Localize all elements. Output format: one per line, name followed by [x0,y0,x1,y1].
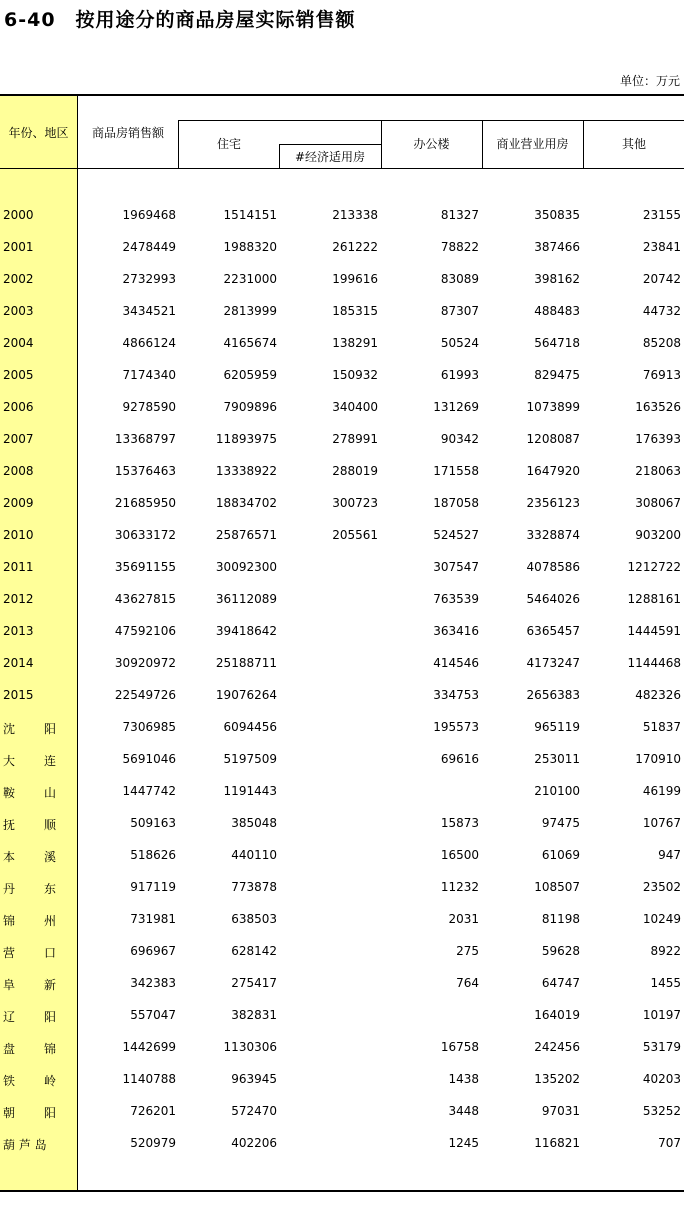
cell-other: 23502 [642,880,681,894]
table-row [0,872,684,904]
cell-other: 20742 [642,272,681,286]
cell-office: 50524 [440,336,479,350]
cell-total: 731981 [130,912,176,926]
row-label-last-char: 山 [44,786,57,800]
cell-commercial: 564718 [534,336,580,350]
cell-office: 90342 [440,432,479,446]
cell-commercial: 2356123 [526,496,580,510]
cell-other: 10197 [642,1008,681,1022]
cell-office: 16758 [440,1040,479,1054]
cell-total: 15376463 [114,464,176,478]
row-label-first-char: 抚 [3,818,16,832]
cell-other: 1144468 [627,656,681,670]
cell-office: 61993 [440,368,479,382]
cell-total: 7174340 [122,368,176,382]
table-row [0,776,684,808]
row-label: 2010 [3,528,34,542]
cell-commercial: 387466 [534,240,580,254]
cell-other: 53252 [642,1104,681,1118]
cell-affordable: 199616 [332,272,378,286]
cell-office: 764 [456,976,479,990]
cell-residential: 382831 [231,1008,277,1022]
row-label-last-char: 阳 [44,1010,57,1024]
row-label-last-char: 锦 [44,1042,57,1056]
row-label: 2000 [3,208,34,222]
cell-commercial: 5464026 [526,592,580,606]
cell-commercial: 97031 [541,1104,580,1118]
cell-office: 187058 [433,496,479,510]
table-row [0,392,684,424]
cell-residential: 440110 [231,848,277,862]
cell-total: 22549726 [114,688,176,702]
row-label: 2007 [3,432,34,446]
row-label-last-char: 连 [44,754,57,768]
cell-affordable: 278991 [332,432,378,446]
cell-residential: 39418642 [215,624,277,638]
cell-commercial: 1073899 [526,400,580,414]
table-row [0,264,684,296]
cell-total: 21685950 [114,496,176,510]
cell-residential: 1191443 [223,784,277,798]
cell-commercial: 3328874 [526,528,580,542]
cell-residential: 1130306 [223,1040,277,1054]
cell-residential: 385048 [231,816,277,830]
cell-other: 482326 [635,688,681,702]
row-label-last-char: 口 [44,946,57,960]
header-commercial: 商业营业用房 [496,136,569,151]
header-divider [381,120,684,121]
cell-residential: 36112089 [215,592,277,606]
table-row [0,904,684,936]
cell-residential: 7909896 [223,400,277,414]
cell-residential: 963945 [231,1072,277,1086]
cell-other: 1288161 [627,592,681,606]
cell-residential: 11893975 [215,432,277,446]
cell-other: 308067 [635,496,681,510]
table-row [0,360,684,392]
cell-other: 76913 [642,368,681,382]
cell-commercial: 64747 [541,976,580,990]
row-label-first-char: 本 [3,850,16,864]
cell-total: 917119 [130,880,176,894]
cell-residential: 2813999 [223,304,277,318]
cell-office: 307547 [433,560,479,574]
table-row [0,1064,684,1096]
cell-other: 947 [658,848,681,862]
cell-commercial: 2656383 [526,688,580,702]
cell-office: 3448 [448,1104,479,1118]
cell-total: 557047 [130,1008,176,1022]
cell-affordable: 185315 [332,304,378,318]
cell-total: 1442699 [122,1040,176,1054]
cell-residential: 30092300 [215,560,277,574]
table-row [0,936,684,968]
cell-office: 1438 [448,1072,479,1086]
cell-office: 275 [456,944,479,958]
table-row [0,840,684,872]
table-header [0,96,684,168]
cell-office: 83089 [440,272,479,286]
table-row [0,424,684,456]
row-label: 2005 [3,368,34,382]
row-label-first-char: 丹 [3,882,16,896]
cell-residential: 1988320 [223,240,277,254]
cell-other: 1455 [650,976,681,990]
cell-affordable: 205561 [332,528,378,542]
cell-residential: 572470 [231,1104,277,1118]
row-label-last-char: 新 [44,978,57,992]
cell-commercial: 242456 [534,1040,580,1054]
cell-other: 40203 [642,1072,681,1086]
cell-residential: 275417 [231,976,277,990]
row-label: 2013 [3,624,34,638]
cell-office: 11232 [440,880,479,894]
cell-other: 51837 [642,720,681,734]
header-total: 商品房销售额 [91,125,164,140]
cell-other: 23155 [642,208,681,222]
cell-total: 1447742 [122,784,176,798]
row-label-first-char: 铁 [3,1074,16,1088]
cell-office: 195573 [433,720,479,734]
cell-office: 87307 [440,304,479,318]
cell-affordable: 300723 [332,496,378,510]
cell-total: 35691155 [114,560,176,574]
cell-other: 218063 [635,464,681,478]
cell-residential: 19076264 [215,688,277,702]
row-label-first-char: 鞍 [3,786,16,800]
cell-residential: 18834702 [215,496,277,510]
cell-total: 30920972 [114,656,176,670]
row-label-first-char: 大 [3,754,16,768]
cell-commercial: 108507 [534,880,580,894]
row-label-first-char: 盘 [3,1042,16,1056]
table-row [0,296,684,328]
row-label: 2002 [3,272,34,286]
table-row [0,520,684,552]
cell-affordable: 261222 [332,240,378,254]
cell-office: 334753 [433,688,479,702]
row-label: 2012 [3,592,34,606]
cell-total: 30633172 [114,528,176,542]
cell-total: 7306985 [122,720,176,734]
cell-office: 363416 [433,624,479,638]
cell-other: 1444591 [627,624,681,638]
cell-affordable: 340400 [332,400,378,414]
cell-commercial: 116821 [534,1136,580,1150]
cell-affordable: 213338 [332,208,378,222]
table-row [0,616,684,648]
row-label-first-char: 营 [3,946,16,960]
cell-other: 85208 [642,336,681,350]
cell-commercial: 488483 [534,304,580,318]
cell-total: 9278590 [122,400,176,414]
cell-office: 78822 [440,240,479,254]
table-row [0,712,684,744]
table-row [0,1096,684,1128]
cell-total: 726201 [130,1104,176,1118]
row-label: 2014 [3,656,34,670]
row-label: 葫 芦 岛 [3,1138,47,1152]
cell-other: 10249 [642,912,681,926]
cell-other: 8922 [650,944,681,958]
cell-other: 53179 [642,1040,681,1054]
table-row [0,552,684,584]
cell-commercial: 350835 [534,208,580,222]
row-label: 2011 [3,560,34,574]
cell-residential: 5197509 [223,752,277,766]
cell-office: 16500 [440,848,479,862]
cell-other: 903200 [635,528,681,542]
header-divider [178,120,381,121]
row-label: 2015 [3,688,34,702]
cell-commercial: 210100 [534,784,580,798]
cell-commercial: 6365457 [526,624,580,638]
cell-affordable: 288019 [332,464,378,478]
row-label: 2003 [3,304,34,318]
cell-other: 23841 [642,240,681,254]
cell-residential: 2231000 [223,272,277,286]
cell-other: 176393 [635,432,681,446]
table-row [0,1032,684,1064]
table-row [0,488,684,520]
cell-total: 696967 [130,944,176,958]
row-label: 2008 [3,464,34,478]
cell-commercial: 4173247 [526,656,580,670]
header-other: 其他 [621,136,646,151]
header-rule [0,168,684,169]
row-label: 2001 [3,240,34,254]
cell-other: 1212722 [627,560,681,574]
cell-other: 46199 [642,784,681,798]
table-row [0,232,684,264]
cell-residential: 25188711 [215,656,277,670]
cell-commercial: 253011 [534,752,580,766]
cell-affordable: 150932 [332,368,378,382]
table-row [0,808,684,840]
cell-total: 43627815 [114,592,176,606]
cell-residential: 773878 [231,880,277,894]
cell-other: 707 [658,1136,681,1150]
header-region: 年份、地区 [8,125,69,140]
cell-commercial: 81198 [541,912,580,926]
row-label-last-char: 阳 [44,1106,57,1120]
cell-commercial: 4078586 [526,560,580,574]
cell-commercial: 135202 [534,1072,580,1086]
cell-residential: 13338922 [215,464,277,478]
page-title: 6-40 按用途分的商品房屋实际销售额 [4,9,356,31]
table-row [0,328,684,360]
cell-office: 414546 [433,656,479,670]
row-label-last-char: 阳 [44,722,57,736]
cell-office: 1245 [448,1136,479,1150]
table-row [0,968,684,1000]
row-label-first-char: 锦 [3,914,16,928]
cell-residential: 4165674 [223,336,277,350]
cell-other: 44732 [642,304,681,318]
cell-total: 3434521 [122,304,176,318]
table-row [0,648,684,680]
cell-other: 10767 [642,816,681,830]
row-label-last-char: 州 [44,914,57,928]
cell-commercial: 398162 [534,272,580,286]
cell-affordable: 138291 [332,336,378,350]
cell-total: 342383 [130,976,176,990]
cell-commercial: 59628 [541,944,580,958]
cell-total: 520979 [130,1136,176,1150]
cell-residential: 25876571 [215,528,277,542]
row-label-first-char: 辽 [3,1010,16,1024]
cell-residential: 638503 [231,912,277,926]
cell-commercial: 97475 [541,816,580,830]
cell-office: 171558 [433,464,479,478]
cell-commercial: 965119 [534,720,580,734]
cell-commercial: 829475 [534,368,580,382]
cell-office: 524527 [433,528,479,542]
row-label: 2009 [3,496,34,510]
cell-commercial: 164019 [534,1008,580,1022]
cell-total: 2732993 [122,272,176,286]
cell-office: 2031 [448,912,479,926]
cell-total: 1969468 [122,208,176,222]
cell-office: 763539 [433,592,479,606]
header-affordable: #经济适用房 [294,150,366,164]
cell-total: 509163 [130,816,176,830]
cell-commercial: 61069 [541,848,580,862]
row-label-first-char: 朝 [3,1106,16,1120]
row-label-last-char: 顺 [44,818,57,832]
cell-office: 69616 [440,752,479,766]
header-office: 办公楼 [413,136,450,151]
cell-total: 47592106 [114,624,176,638]
cell-office: 131269 [433,400,479,414]
row-label: 2004 [3,336,34,350]
cell-commercial: 1208087 [526,432,580,446]
cell-other: 170910 [635,752,681,766]
table-row [0,456,684,488]
cell-total: 518626 [130,848,176,862]
cell-residential: 6094456 [223,720,277,734]
cell-residential: 6205959 [223,368,277,382]
cell-other: 163526 [635,400,681,414]
cell-total: 2478449 [122,240,176,254]
row-label-first-char: 沈 [3,722,16,736]
table-row [0,584,684,616]
cell-total: 13368797 [114,432,176,446]
table-row [0,744,684,776]
unit-label: 单位：万元 [619,74,680,88]
table-row [0,1128,684,1160]
cell-residential: 1514151 [223,208,277,222]
row-label-last-char: 东 [44,882,57,896]
row-label-last-char: 溪 [44,850,57,864]
header-residential: 住宅 [216,136,241,151]
row-label-last-char: 岭 [44,1074,57,1088]
cell-residential: 628142 [231,944,277,958]
row-label: 2006 [3,400,34,414]
table-row [0,1000,684,1032]
table-row [0,680,684,712]
cell-total: 1140788 [122,1072,176,1086]
cell-office: 81327 [440,208,479,222]
cell-commercial: 1647920 [526,464,580,478]
table-row [0,200,684,232]
cell-residential: 402206 [231,1136,277,1150]
cell-office: 15873 [440,816,479,830]
cell-total: 4866124 [122,336,176,350]
bottom-rule [0,1190,684,1192]
row-label-first-char: 阜 [3,978,16,992]
cell-total: 5691046 [122,752,176,766]
